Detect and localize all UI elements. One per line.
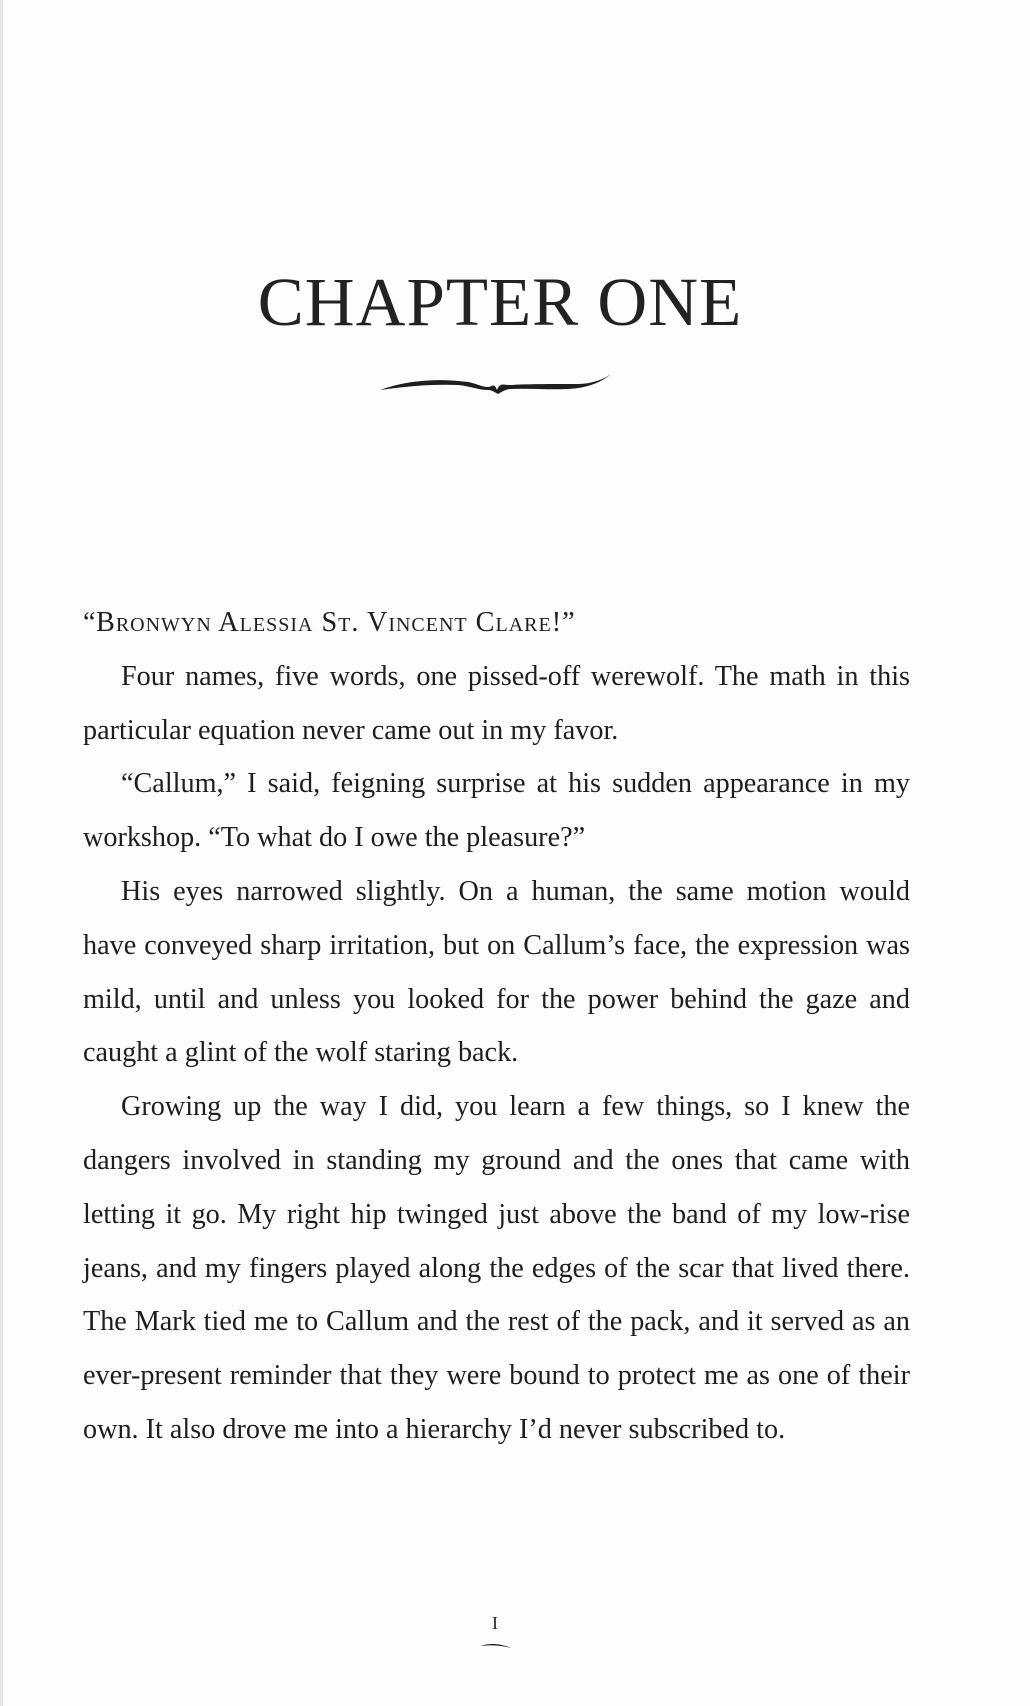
page-edge-shadow bbox=[0, 0, 3, 1706]
paragraph-4: His eyes narrowed slightly. On a human, the same motion would have conveyed sharp irritation, but on Callum’s face, the expression was mild, until and unless you looked for the power behind the gaze and caught a glint of the wolf staring back. bbox=[83, 875, 910, 1069]
full-name-small-caps: Bronwyn Alessia St. Vincent Clare! bbox=[96, 607, 563, 638]
closing-quote: ” bbox=[562, 607, 576, 638]
opening-quote: “ bbox=[83, 607, 97, 638]
paragraph-3: “Callum,” I said, feigning surprise at his sudden appearance in my workshop. “To what do I owe the pleasure?” bbox=[83, 768, 910, 854]
paragraph-1 bbox=[83, 596, 910, 650]
page-number: I bbox=[492, 1613, 498, 1633]
folio-swash-icon bbox=[480, 1642, 512, 1650]
chapter-title: CHAPTER ONE bbox=[257, 264, 743, 340]
chapter-body bbox=[83, 596, 910, 1457]
paragraph-5: Growing up the way I did, you learn a few things, so I knew the dangers involved in standing my ground and the ones that came with letting it go. My right hip twinged just above the band of my low-rise jeans, and my fingers played along the edges of the scar that lived there. The Mark tied me to Callum and the rest of the pack, and it served as an ever-present reminder that they were bound to protect me as one of their own. It also drove me into a hierarchy I’d never subscribed to. bbox=[83, 1091, 910, 1445]
paragraph-2: Four names, five words, one pissed-off werewolf. The math in this particular equation never came out in my favor. bbox=[83, 660, 910, 746]
flourish-ornament-icon bbox=[378, 372, 613, 396]
